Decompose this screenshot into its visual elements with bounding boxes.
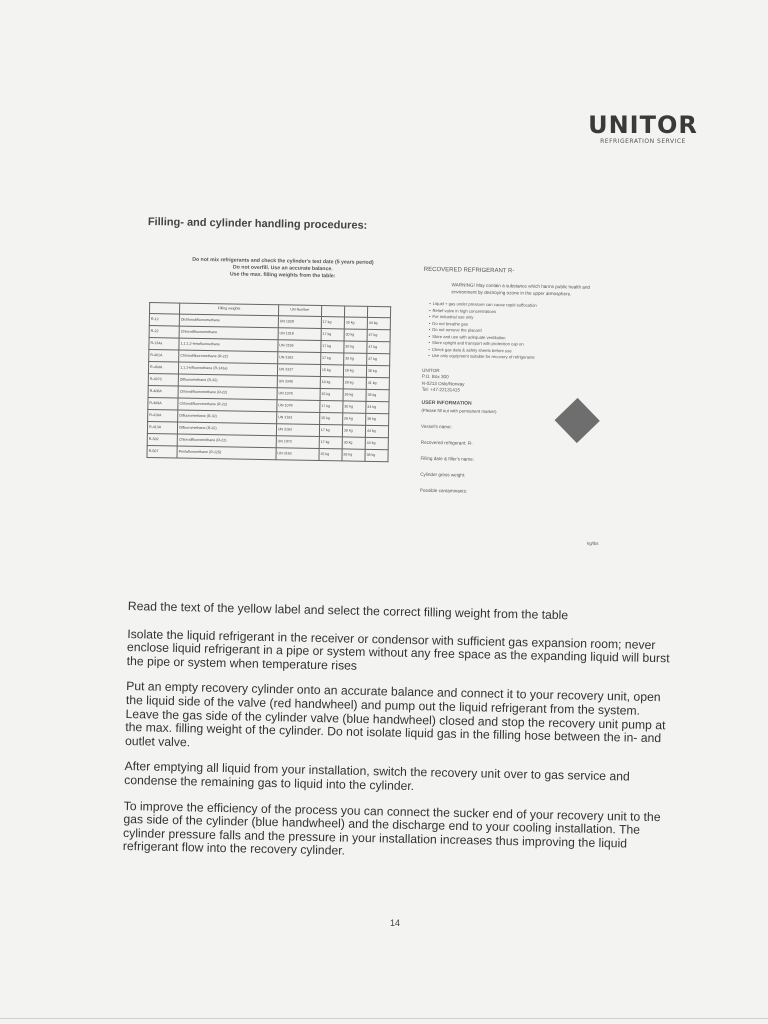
table-cell: 30 kg (343, 353, 366, 365)
table-cell: 30 kg (344, 317, 367, 329)
label-warning: WARNING! May contain a substance which harms public health and environment by destroying ozone in the upper atmosphere. (451, 282, 591, 296)
table-cell: 47 kg (367, 353, 390, 365)
table-cell: Chlorodifluoromethane (R-22) (179, 350, 278, 364)
table-cell: 17 kg (320, 401, 343, 413)
label-field: Vessel's name: (421, 423, 452, 429)
table-cell: 44 kg (365, 425, 388, 437)
label-bullet: • Liquid + gas under pressure can cause rapid suffocation (429, 301, 613, 311)
recovery-label (419, 266, 614, 546)
address-line: N-0213 Oslo/Norway (421, 380, 465, 387)
table-cell: Difluoromethane (R-32) (178, 410, 277, 424)
table-cell: Dichlorodifluoromethane (179, 314, 278, 328)
table-cell: 44 kg (365, 437, 388, 449)
unitor-logo (588, 112, 698, 145)
table-cell: R-134a (149, 338, 179, 351)
page-edge (0, 1018, 768, 1019)
paragraph: Read the text of the yellow label and select the correct filling weight from the table (127, 599, 569, 623)
paragraph: To improve the efficiency of the process you can connect the sucker end of your recovery unit to the gas side of the cylinder (blue handwheel) and the discharge end to your cooling installation. The cylinder pressure falls and the pressure in your installation increases thus improving the liquid refrigerant flow into the recovery cylinder. (122, 798, 661, 858)
table-cell: 30 kg (342, 437, 365, 449)
label-field: Filling date & filler's name: (420, 455, 475, 462)
table-cell: UN 3159 (278, 340, 321, 353)
table-cell: 44 kg (366, 401, 389, 413)
table-cell: UN 3163 (276, 424, 319, 437)
table-cell: R-502 (147, 434, 177, 447)
table-cell: UN 1078 (277, 388, 320, 401)
label-bullets (422, 301, 613, 363)
label-bullet: • Do not remove the placard (429, 327, 613, 337)
table-cell: R-407C (148, 374, 178, 387)
table-cell: 26 kg (342, 413, 365, 425)
logo-name: UNITOR (588, 111, 698, 139)
table-cell: 30 kg (344, 329, 367, 341)
procedure-figure (143, 256, 623, 564)
address-line: P.O. Box 300 (421, 373, 449, 380)
label-field: Cylinder gross weight: (420, 471, 466, 478)
table-cell: Difluoromethane (R-32) (178, 374, 277, 388)
table-cell: UN 1973 (276, 436, 319, 449)
table-cell: 38 kg (366, 389, 389, 401)
table-cell: 17 kg (319, 437, 342, 449)
table-header-cell (321, 306, 344, 317)
table-cell: 47 kg (367, 341, 390, 353)
paragraph: After emptying all liquid from your installation, switch the recovery unit over to gas service and condense the remaining gas to liquid into the cylinder. (124, 759, 630, 793)
table-cell: 38 kg (365, 413, 388, 425)
table-cell: UN 3163 (277, 352, 320, 365)
table-cell: 17 kg (321, 329, 344, 341)
table-cell: 1,1,1,2-tetrafluoroethane (179, 338, 278, 352)
logo-tagline: REFRIGERATION SERVICE (600, 138, 686, 145)
table-cell: Pentafluoroethane (R-125) (177, 446, 276, 460)
page-number: 14 (390, 918, 401, 928)
instruction-line: Use the max. filling weights from the table: (229, 271, 336, 280)
table-cell: 26 kg (343, 365, 366, 377)
instruction-line: Do not mix refrigerants and check the cylinder's test date (5 years period) (192, 256, 374, 266)
label-bullet: • Check gas data & safety sheets before use (428, 346, 612, 356)
table-cell: 17 kg (320, 353, 343, 365)
table-cell: Difluoromethane (R-32) (177, 422, 276, 436)
label-field: Possible contaminants: (419, 487, 468, 494)
table-cell: 30 kg (342, 425, 365, 437)
table-cell: Chlorodifluoromethane (179, 326, 278, 340)
table-cell: R-409A (148, 398, 178, 411)
label-bullet: • Relief valve in high concentrations (429, 307, 613, 317)
table-cell: 30 kg (344, 341, 367, 353)
table-header-cell: UN Number (278, 305, 321, 317)
table-cell: 15 kg (319, 413, 342, 425)
label-address (422, 367, 612, 396)
table-cell: UN 1018 (278, 328, 321, 341)
procedure-text (122, 600, 672, 877)
table-cell: 26 kg (343, 389, 366, 401)
table-cell: R-408A (148, 386, 178, 399)
table-cell: 16 kg (320, 377, 343, 389)
table-cell: 47 kg (367, 329, 390, 341)
table-cell: Chlorodifluoromethane (R-22) (178, 398, 277, 412)
table-cell: UN 1078 (277, 400, 320, 413)
table-cell: UN 3163 (276, 412, 319, 425)
table-cell: 38 kg (365, 449, 388, 461)
table-cell: 26 kg (342, 449, 365, 461)
user-info-note: (Please fill out with permanent marker) (421, 407, 497, 414)
table-header-cell (149, 303, 179, 315)
filling-weight-table (146, 302, 391, 462)
table-cell: 15 kg (319, 449, 342, 461)
instruction-line: Do not overfill. Use an accurate balance. (232, 264, 333, 273)
weight-unit: kg/lbs (587, 540, 599, 546)
table-cell: R-12 (149, 314, 179, 327)
section-heading: Filling- and cylinder handling procedures: (147, 216, 368, 232)
table-cell: 44 kg (367, 317, 390, 329)
table-cell: UN 3340 (277, 376, 320, 389)
address-line: Tel: +47-22131415 (421, 386, 460, 393)
table-cell: 38 kg (366, 365, 389, 377)
paragraph: Isolate the liquid refrigerant in the receiver or condensor with sufficient gas expansion room; never enclose liquid refrigerant in a pipe or system without any free space as the expanding liquid will burst the pipe or system when temperature rises (126, 626, 670, 673)
table-cell: 41 kg (366, 377, 389, 389)
table-cell: UN 1028 (278, 316, 321, 329)
label-bullet: • Use only equipment suitable for recovery of refrigerants (428, 353, 612, 363)
table-header-cell (344, 306, 367, 317)
table-cell: R-507 (147, 446, 177, 459)
label-bullet: • Store upright and transport with protection cap on (428, 340, 612, 350)
figure-instructions (158, 256, 408, 281)
table-cell: 17 kg (319, 425, 342, 437)
table-cell: R-410A (148, 410, 178, 423)
table-header-cell: Filling weights (180, 303, 279, 316)
user-info-title: USER INFORMATION (421, 399, 472, 407)
table-cell: UN 3337 (277, 364, 320, 377)
table-cell: UN 3163 (276, 448, 319, 461)
table-cell: R-404A (148, 362, 178, 375)
table-cell: 15 kg (320, 389, 343, 401)
table-cell: 1,1,1-trifluoroethane (R-143a) (179, 362, 278, 376)
label-bullet: • For industrial use only (429, 314, 613, 324)
table-cell: Chlorodifluoromethane (R-22) (177, 434, 276, 448)
table-cell: 17 kg (321, 317, 344, 329)
address-line: UNITOR (422, 367, 440, 373)
table-cell: 30 kg (343, 401, 366, 413)
paragraph: Put an empty recovery cylinder onto an accurate balance and connect it to your recovery unit, open the liquid side of the valve (red handwheel) and pump out the liquid refrigerant from the system. Leave the gas side of the cylinder valve (blue handwheel) closed and stop the recovery unit pump at the max. filling weight of the cylinder. Do not isolate liquid gas in the filling hose between the in- and outlet valve. (124, 679, 666, 750)
label-bullet: • Store and use with adequate ventilation (429, 333, 613, 343)
table-cell: 17 kg (321, 341, 344, 353)
table-cell: R-401A (149, 350, 179, 363)
label-title: RECOVERED REFRIGERANT R- (423, 266, 515, 275)
table-header-cell (367, 306, 390, 317)
label-field: Recovered refrigerant: R- (420, 439, 473, 446)
table-cell: Chlorodifluoromethane (R-22) (178, 386, 277, 400)
table-cell: R-22 (149, 326, 179, 339)
table-cell: 28 kg (343, 377, 366, 389)
table-cell: R-413A (147, 422, 177, 435)
table-cell: 15 kg (320, 365, 343, 377)
label-bullet: • Do not breathe gas (429, 320, 613, 330)
